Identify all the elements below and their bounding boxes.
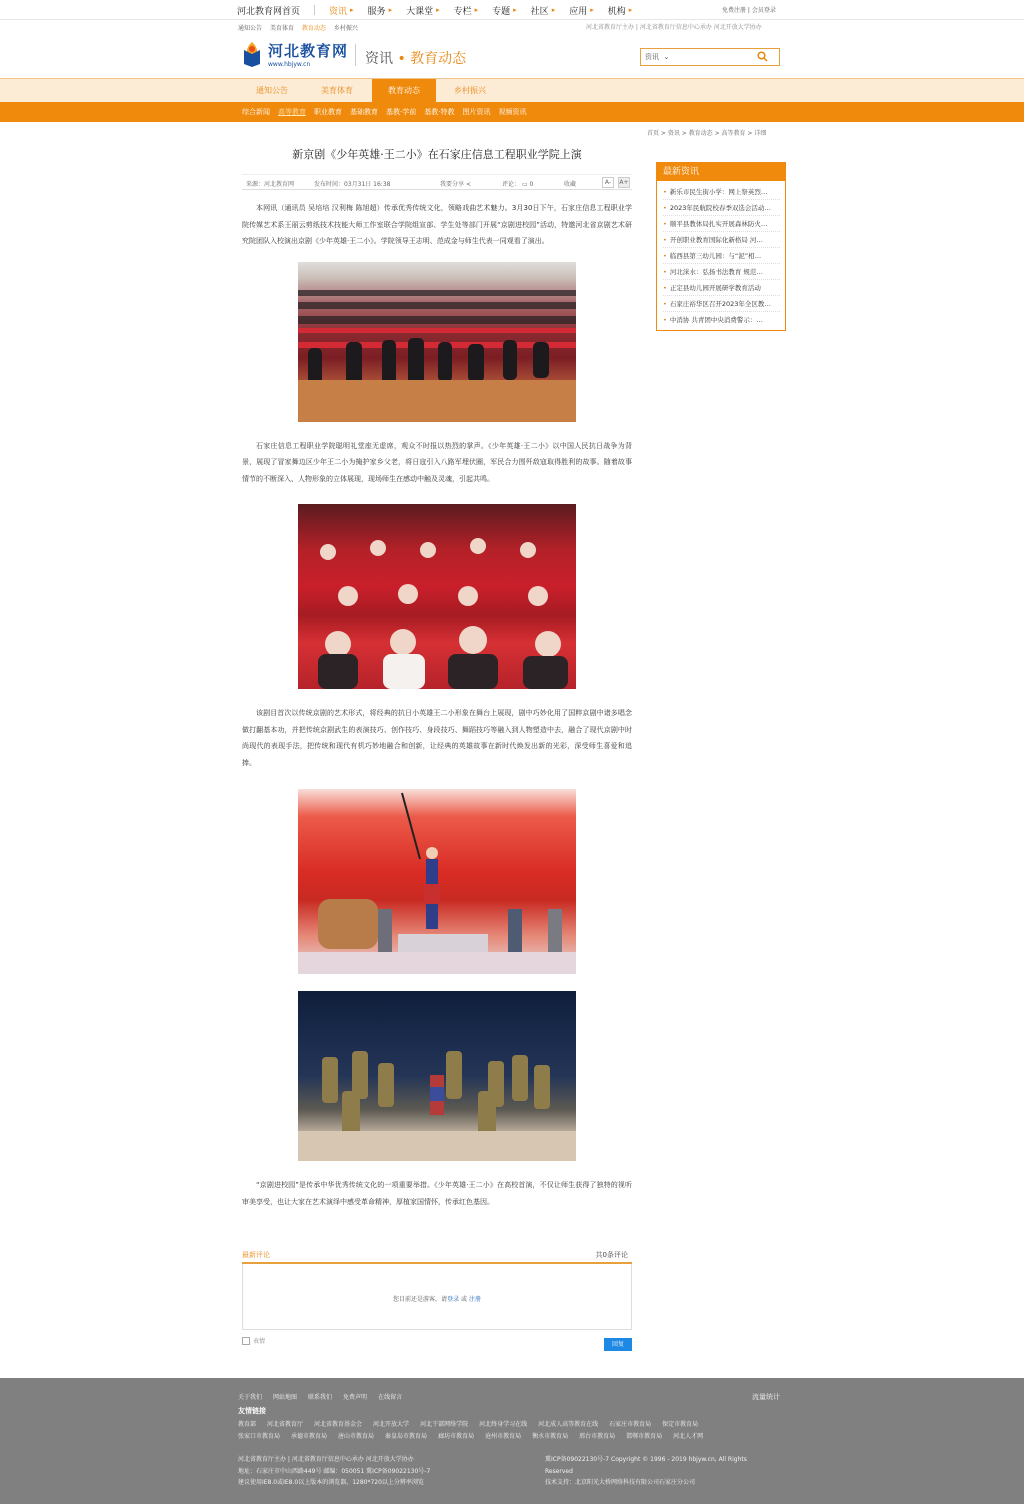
sub-notice[interactable]: 通知公告 — [238, 25, 263, 32]
sidebar-item[interactable]: • 2023年民航院校春季双选会活动… — [663, 200, 780, 216]
footer-info-left: 河北省教育厅主办 | 河北省教育厅信息中心承办 河北开放大学协办 地址：石家庄市中山西路449号 邮编：050051 冀ICP备09022130号-7 建议使用IE8.0或IE8.0以上版本的浏览器，1280*720以上分辨率浏览 — [238, 1456, 431, 1486]
sidebar-item[interactable]: • 临西县第三幼儿园：与“泥”相… — [663, 248, 780, 264]
logo-icon — [240, 40, 264, 68]
paragraph: 本网讯（通讯员 吴培培 汉利梅 陈旭超）传承优秀传统文化，领略戏曲艺术魅力。3月30日下午，石家庄信息工程职业学院传媒艺术系王丽云剪纸技术技能大师工作室联合学院组宣部、学生处等部门开展“京剧进校园”活动，特邀河北省京剧艺术研究院团队入校演出京剧《少年英雄·王二小》。学院领导王志明、范成金与师生代表一同观看了演出。 — [242, 204, 632, 245]
paragraph: “京剧进校园”是传承中华优秀传统文化的一项重要举措。《少年英雄·王二小》在高校首演，不仅让师生获得了独特的视听审美享受，也让大家在艺术演绎中感受革命精神，厚植家国情怀，传承红色基因。 — [242, 1181, 632, 1206]
header — [0, 34, 1024, 78]
nav-apps[interactable]: 应用 ▸ — [569, 6, 594, 17]
friend-link[interactable]: 河北干部网络学院 — [420, 1421, 469, 1428]
search-select[interactable]: 资讯 ⌄ — [645, 53, 670, 61]
article-time: 发布时间：03月31日 16:38 — [314, 181, 391, 188]
sidebar-item[interactable]: • 正定县幼儿园开展研学教育活动 — [663, 280, 780, 296]
subtab-general[interactable]: 综合新闻 — [242, 108, 270, 116]
friend-link[interactable]: 保定市教育局 — [662, 1421, 699, 1428]
friend-link[interactable]: 河北成人高等教育在线 — [538, 1421, 599, 1428]
chevron-icon: ▸ — [590, 6, 594, 14]
friend-link[interactable]: 唐山市教育局 — [338, 1433, 375, 1440]
article-title: 新京剧《少年英雄·王二小》在石家庄信息工程职业学院上演 — [292, 148, 582, 161]
friend-link[interactable]: 石家庄市教育局 — [609, 1421, 652, 1428]
nav-org[interactable]: 机构 ▸ — [607, 6, 633, 17]
footer-info-right: 冀ICP备09022130号-7 Copyright © 1996 - 2019 hbjyw.cn, All Rights Reserved 技术支持：北京阳光大桥网络科技有限公司石家庄分公司 — [545, 1456, 747, 1486]
nav-classroom[interactable]: 大课堂 ▸ — [406, 6, 440, 17]
footer-link[interactable]: 关于我们 — [238, 1394, 263, 1401]
channel-title: 资讯 • 教育动态 — [365, 51, 467, 67]
friend-link[interactable]: 廊坊市教育局 — [438, 1433, 475, 1440]
favorite-button[interactable]: 收藏 — [564, 181, 577, 188]
reply-button[interactable]: 回复 — [604, 1338, 632, 1351]
latest-news-sidebar — [656, 162, 786, 331]
channel-tabs — [0, 78, 1024, 102]
search-box — [640, 48, 780, 66]
subtab-preschool[interactable]: 基教·学前 — [386, 108, 417, 116]
home-link[interactable]: 河北教育网首页 — [237, 6, 301, 17]
subtab-video[interactable]: 视频资讯 — [498, 108, 527, 116]
sub-tabs — [0, 102, 1024, 122]
font-large-button[interactable]: A+ — [619, 179, 629, 186]
share-icon: < — [465, 181, 471, 188]
nav-column[interactable]: 专栏 ▸ — [453, 6, 479, 17]
subtab-special[interactable]: 基教·特教 — [424, 108, 455, 116]
nav-topic[interactable]: 专题 ▸ — [492, 6, 517, 17]
search-input[interactable] — [683, 50, 757, 64]
friend-link[interactable]: 河北终身学习在线 — [479, 1421, 528, 1428]
paragraph: 该剧目首次以传统京剧的艺术形式，将经典的抗日小英雄王二小形象在舞台上展现，剧中巧妙化用了国粹京剧中诸多唱念做打翻基本功，并把传统京剧武生的表演技巧、创作技巧、身段技巧、舞蹈技巧等融入到人物塑造中去，融合了现代京剧中时尚现代的表现手法，把传统和现代有机巧妙地融合和创新，让经典的英雄故事在新时代焕发出新的光彩，深受师生喜爱和追捧。 — [242, 709, 632, 767]
nav-community[interactable]: 社区 ▸ — [530, 6, 556, 17]
footer — [0, 1378, 1024, 1504]
friend-link[interactable]: 河北省教育厅 — [267, 1421, 304, 1428]
paragraph: 石家庄信息工程职业学院聪明礼堂座无虚席，观众不时报以热烈的掌声。《少年英雄·王二小》以中国人民抗日战争为背景，展现了冒家舞边区少年王二小为掩护家乡父老，将日寇引入八路军埋伏圈，军民合力围歼敌寇取得胜利的故事。随着故事情节的不断深入、人物形象的立体展现，现场师生在感动中触及灵魂，引起共鸣。 — [242, 441, 632, 483]
sub-sports[interactable]: 美育体育 — [269, 25, 294, 32]
comment-count: 共0条评论 — [595, 1251, 628, 1259]
friend-link[interactable]: 邢台市教育局 — [579, 1433, 616, 1440]
comment-register-link[interactable]: 注册 — [468, 1296, 481, 1303]
friend-link[interactable]: 承德市教育局 — [291, 1433, 328, 1440]
friend-link[interactable]: 秦皇岛市教育局 — [385, 1433, 428, 1440]
friend-link[interactable]: 张家口市教育局 — [238, 1433, 281, 1440]
tab-sports[interactable]: 美育体育 — [321, 86, 353, 95]
sub-bar — [0, 20, 1024, 34]
friend-link[interactable]: 河北人才网 — [673, 1433, 704, 1440]
login-link[interactable]: 会员登录 — [751, 7, 776, 14]
chevron-icon: ▸ — [513, 6, 517, 14]
tab-dynamic[interactable]: 教育动态 — [372, 79, 436, 103]
article — [242, 138, 632, 1210]
share-button[interactable]: 我要分享 < — [440, 181, 471, 188]
chevron-icon: ▸ — [388, 6, 393, 14]
chevron-icon: ▸ — [628, 6, 633, 14]
font-small-button[interactable]: A- — [602, 177, 614, 188]
emoji-button[interactable]: 表情 — [242, 1336, 265, 1345]
subtab-vocational[interactable]: 职业教育 — [314, 108, 342, 116]
friend-link[interactable]: 衡水市教育局 — [532, 1433, 569, 1440]
friend-link[interactable]: 沧州市教育局 — [485, 1433, 522, 1440]
article-image-applause — [298, 504, 576, 689]
article-source: 来源：河北教育网 — [246, 181, 295, 188]
article-image-stage-2 — [298, 991, 576, 1161]
traffic-stat[interactable]: 流量统计 — [752, 1393, 780, 1401]
breadcrumb[interactable]: 首页 > 资讯 > 教育动态 > 高等教育 > 详细 — [647, 130, 767, 137]
friend-link[interactable]: 邯郸市教育局 — [626, 1433, 663, 1440]
friend-link[interactable]: 教育部 — [238, 1421, 257, 1428]
sidebar-item[interactable]: • 中消协 共青团中央消费警示：… — [663, 316, 763, 324]
top-nav: 河北教育网首页 资讯 ▸ 服务 ▸ 大课堂 ▸ 专栏 ▸ 专题 ▸ 社区 ▸ 应用 ▸ 机构 ▸ 免费注册 | 会员登录 — [0, 0, 1024, 20]
chevron-icon: ▸ — [551, 6, 556, 14]
sidebar-title: 最新资讯 — [657, 163, 785, 181]
tab-rural[interactable]: 乡村振兴 — [454, 86, 486, 95]
footer-link[interactable]: 网站地图 — [273, 1394, 298, 1401]
register-link[interactable]: 免费注册 — [722, 7, 747, 14]
comment-box[interactable]: 您目前还是游客，请登录 或 注册 — [242, 1264, 632, 1330]
subtab-higher[interactable]: 高等教育 — [278, 108, 306, 116]
nav-news[interactable]: 资讯 ▸ — [329, 6, 354, 17]
site-logo[interactable]: 河北教育网 www.hbjyw.cn — [240, 40, 348, 68]
tab-notice[interactable]: 通知公告 — [256, 86, 288, 95]
search-icon[interactable] — [757, 51, 769, 63]
comment-link[interactable]: 评论： ▭ 0 — [502, 181, 534, 188]
footer-link[interactable]: 联系我们 — [308, 1394, 333, 1401]
sub-rural[interactable]: 乡村振兴 — [333, 25, 358, 32]
article-image-stage-1 — [298, 789, 576, 974]
comment-login-link[interactable]: 登录 — [447, 1296, 460, 1303]
comment-section — [242, 1250, 632, 1352]
comment-header: 最新评论 — [242, 1251, 270, 1259]
footer-link[interactable]: 在线留言 — [378, 1394, 403, 1401]
nav-service[interactable]: 服务 ▸ — [367, 6, 393, 17]
friend-links-title: 友情链接 — [238, 1407, 266, 1415]
emoji-icon — [242, 1337, 250, 1345]
sidebar-item[interactable]: • 新乐市民生街小学：网上祭英烈… — [663, 184, 780, 200]
chevron-icon: ▸ — [436, 6, 440, 14]
article-meta — [242, 174, 632, 190]
subtab-basic[interactable]: 基础教育 — [350, 108, 378, 116]
sub-dynamic[interactable]: 教育动态 — [301, 25, 326, 32]
chevron-icon: ▸ — [474, 6, 479, 14]
footer-link[interactable]: 免费声明 — [343, 1394, 368, 1401]
friend-link[interactable]: 河北省教育基金会 — [314, 1421, 363, 1428]
sidebar-item[interactable]: • 河北涞水：弘扬书法教育 规范… — [663, 264, 780, 280]
comment-icon: ▭ — [521, 181, 528, 188]
subtab-photo[interactable]: 图片资讯 — [462, 108, 491, 116]
sidebar-item[interactable]: • 顺平县教体局扎实开展森林防火… — [663, 216, 780, 232]
article-image-audience — [298, 262, 576, 422]
chevron-icon: ▸ — [350, 6, 354, 14]
host-info: 河北省教育厅主办 | 河北省教育厅信息中心承办 河北开放大学协办 — [586, 24, 762, 31]
friend-link[interactable]: 河北开放大学 — [373, 1421, 410, 1428]
sidebar-item[interactable]: • 开创职业教育国际化新格局 河… — [663, 232, 780, 248]
sidebar-item[interactable]: • 石家庄裕华区召开2023年全区教… — [663, 296, 780, 312]
